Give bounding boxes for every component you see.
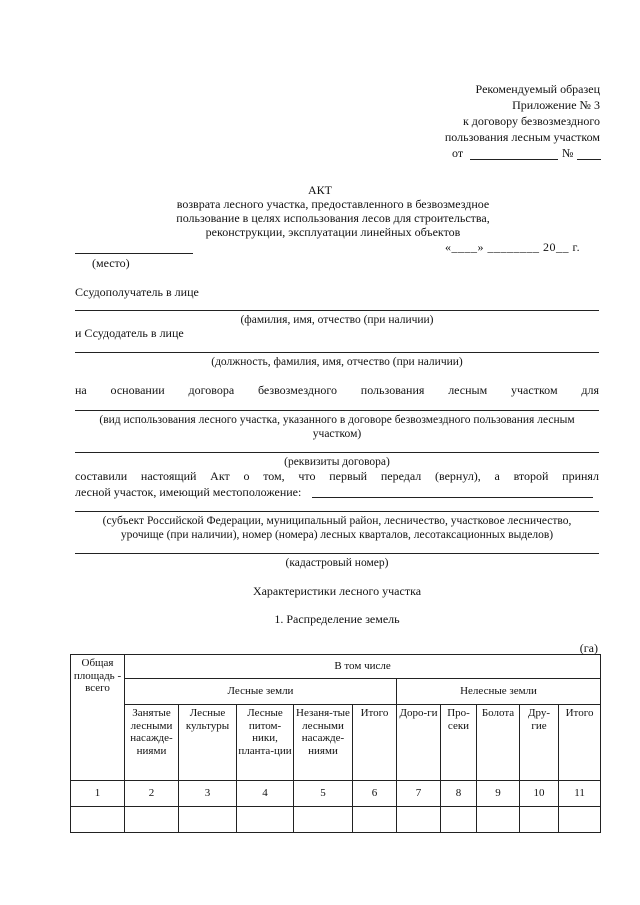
- column-header: Занятые лесными насажде-ниями: [125, 705, 179, 781]
- column-number: 10: [520, 781, 559, 807]
- column-number: 3: [179, 781, 237, 807]
- column-header: Незаня-тые лесными насажде-ниями: [294, 705, 353, 781]
- borrower-caption: (фамилия, имя, отчество (при наличии): [240, 314, 434, 326]
- usage-caption-2: участком): [312, 428, 362, 440]
- section-title: Характеристики лесного участка: [252, 584, 422, 598]
- basis-word: на: [75, 383, 87, 397]
- column-header: Итого: [559, 705, 601, 781]
- date-field: «____» ________ 20__ г.: [445, 240, 581, 254]
- including-header: В том числе: [125, 655, 601, 679]
- compiled-word: настоящий: [140, 469, 197, 483]
- borrower-line[interactable]: [75, 310, 599, 311]
- table-cell[interactable]: [125, 807, 179, 833]
- table-cell[interactable]: [237, 807, 294, 833]
- compiled-word: составили: [75, 469, 128, 483]
- column-number: 9: [477, 781, 520, 807]
- land-distribution-table: [70, 654, 601, 833]
- basis-word: договора: [188, 383, 235, 397]
- table-cell[interactable]: [353, 807, 397, 833]
- basis-word: основании: [110, 383, 165, 397]
- act-subtitle-2: пользование в целях использования лесов для строительства,: [176, 211, 490, 225]
- compiled-word: что: [298, 469, 316, 483]
- total-area-header: Общая площадь - всего: [71, 655, 125, 781]
- header-line-1: Рекомендуемый образец: [475, 82, 600, 96]
- column-header: Про-секи: [441, 705, 477, 781]
- column-number: 11: [559, 781, 601, 807]
- unit-label: (га): [579, 641, 598, 655]
- basis-word: безвозмездного: [257, 383, 337, 397]
- column-number: 6: [353, 781, 397, 807]
- header-line-4: пользования лесным участком: [444, 130, 600, 144]
- basis-word: для: [581, 383, 599, 397]
- compiled-word: Акт: [210, 469, 230, 483]
- header-from-label: от: [452, 146, 464, 160]
- column-number: 1: [71, 781, 125, 807]
- column-number: 5: [294, 781, 353, 807]
- basis-word: участком: [511, 383, 558, 397]
- table-cell[interactable]: [179, 807, 237, 833]
- column-number: 8: [441, 781, 477, 807]
- usage-caption-1: (вид использования лесного участка, указанного в договоре безвозмездного пользования лесным: [99, 414, 575, 426]
- header-date-line[interactable]: [470, 159, 558, 160]
- basis-word: пользования: [360, 383, 425, 397]
- column-header: Болота: [477, 705, 520, 781]
- header-number-label: №: [562, 146, 574, 160]
- header-line-2: Приложение № 3: [512, 98, 600, 112]
- forest-lands-header: Лесные земли: [125, 679, 397, 705]
- table-cell[interactable]: [397, 807, 441, 833]
- act-subtitle-1: возврата лесного участка, предоставленного в безвозмездное: [176, 197, 490, 211]
- compiled-word: том,: [263, 469, 285, 483]
- compiled-word: о: [243, 469, 250, 483]
- compiled-word: первый: [329, 469, 368, 483]
- location-caption-2: урочище (при наличии), номер (номера) лесных кварталов, лесотаксационных выделов): [120, 529, 554, 541]
- act-title: АКТ: [308, 183, 332, 197]
- column-header: Лесные питом-ники, планта-ции: [237, 705, 294, 781]
- table-cell[interactable]: [441, 807, 477, 833]
- compiled-word: а: [494, 469, 500, 483]
- act-subtitle-3: реконструкции, эксплуатации линейных объектов: [205, 225, 461, 239]
- place-caption: (место): [92, 256, 130, 270]
- column-number: 4: [237, 781, 294, 807]
- column-number: 7: [397, 781, 441, 807]
- borrower-label: Ссудополучатель в лице: [75, 285, 199, 299]
- section-subtitle: 1. Распределение земель: [274, 612, 400, 626]
- contract-line[interactable]: [75, 452, 599, 453]
- cadastral-line[interactable]: [75, 553, 599, 554]
- header-block: [340, 82, 600, 146]
- contract-caption: (реквизиты договора): [284, 456, 390, 468]
- lender-line[interactable]: [75, 352, 599, 353]
- location-inline-line[interactable]: [312, 497, 593, 498]
- usage-line[interactable]: [75, 410, 599, 411]
- location-label: лесной участок, имеющий местоположение:: [75, 485, 302, 499]
- column-number: 2: [125, 781, 179, 807]
- location-line[interactable]: [75, 511, 599, 512]
- lender-label: и Ссудодатель в лице: [75, 326, 184, 340]
- compiled-word: принял: [562, 469, 599, 483]
- place-line[interactable]: [75, 253, 193, 254]
- column-header: Доро-ги: [397, 705, 441, 781]
- location-caption-1: (субъект Российской Федерации, муниципальный район, лесничество, участковое лесничество,: [102, 515, 572, 527]
- nonforest-lands-header: Нелесные земли: [397, 679, 601, 705]
- table-cell[interactable]: [294, 807, 353, 833]
- column-header: Лесные культуры: [179, 705, 237, 781]
- compiled-word: (вернул),: [435, 469, 481, 483]
- table-cell[interactable]: [520, 807, 559, 833]
- header-number-line[interactable]: [577, 159, 601, 160]
- compiled-word: второй: [513, 469, 549, 483]
- table-cell[interactable]: [71, 807, 125, 833]
- basis-word: лесным: [448, 383, 488, 397]
- table-cell[interactable]: [477, 807, 520, 833]
- column-header: Дру-гие: [520, 705, 559, 781]
- compiled-line: [75, 469, 599, 484]
- column-header: Итого: [353, 705, 397, 781]
- basis-line: [75, 383, 599, 398]
- compiled-word: передал: [380, 469, 422, 483]
- lender-caption: (должность, фамилия, имя, отчество (при наличии): [211, 356, 463, 368]
- cadastral-caption: (кадастровый номер): [285, 557, 389, 569]
- table-cell[interactable]: [559, 807, 601, 833]
- header-line-3: к договору безвозмездного: [462, 114, 600, 128]
